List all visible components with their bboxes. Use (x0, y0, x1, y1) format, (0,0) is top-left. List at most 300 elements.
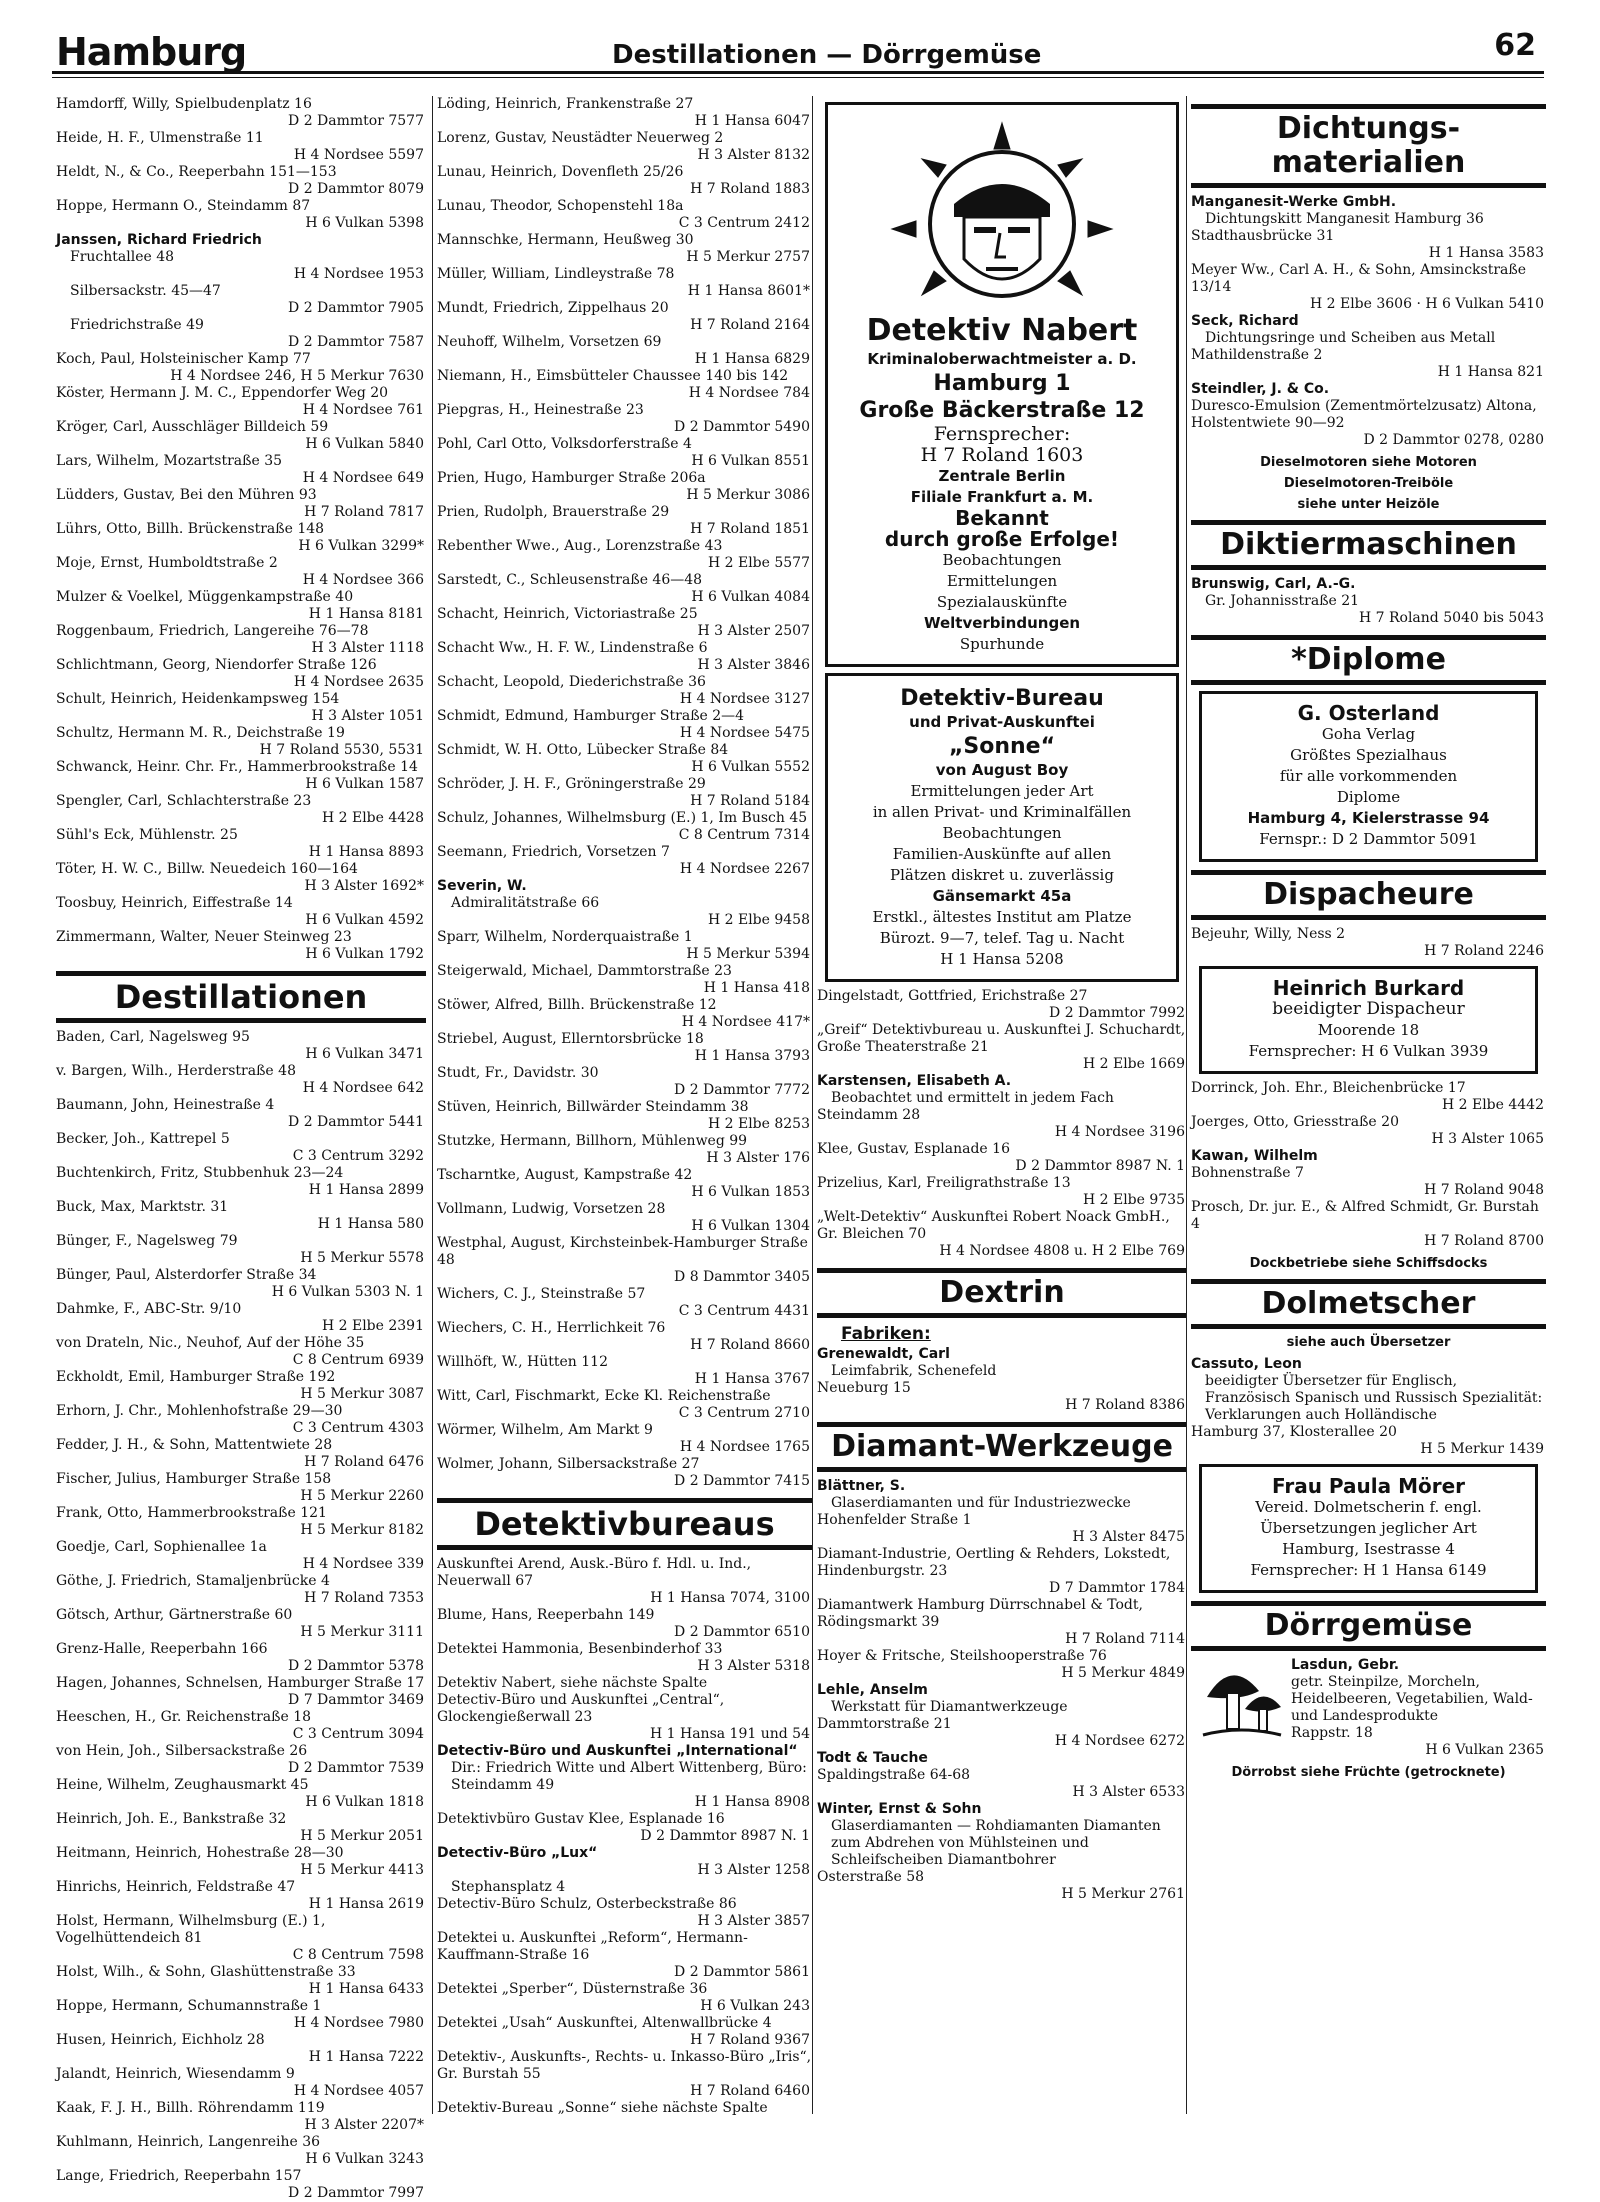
directory-entry (817, 1767, 1187, 1801)
entry-phone: H 1 Hansa 6829 (694, 351, 810, 367)
entry-phone: H 2 Elbe 9735 (1082, 1192, 1185, 1208)
entry-name: Stadthausbrücke 31 (1191, 228, 1335, 244)
entry-name: Piepgras, H., Heinestraße 23 (437, 402, 644, 418)
directory-entry (437, 1556, 812, 1607)
directory-entry (817, 1107, 1187, 1141)
entry-name: Joerges, Otto, Griesstraße 20 (1191, 1114, 1399, 1130)
directory-entry (817, 1801, 1187, 1818)
entry-phone: H 7 Roland 6460 (690, 2083, 810, 2099)
entry-phone: H 3 Alster 1065 (1431, 1131, 1544, 1147)
entry-name: Lührs, Otto, Billh. Brückenstraße 148 (56, 521, 325, 537)
column-1 (56, 96, 426, 2201)
entry-name: Zimmermann, Walter, Neuer Steinweg 23 (56, 929, 352, 945)
entry-name: Heine, Wilhelm, Zeughausmarkt 45 (56, 1777, 309, 1793)
entry-phone: H 2 Elbe 9458 (707, 912, 810, 928)
directory-entry (56, 1369, 426, 1403)
entry-name: Fruchtallee 48 (70, 249, 175, 265)
directory-entry (437, 895, 812, 929)
entry-name: Löding, Heinrich, Frankenstraße 27 (437, 96, 694, 112)
entry-name: Detektiv-Bureau „Sonne“ siehe nächste Spalte (437, 2100, 768, 2116)
entry-name: Spaldingstraße 64-68 (817, 1767, 971, 1783)
section-heading-diktiermaschinen: Diktiermaschinen (1191, 520, 1546, 570)
column-4 (1186, 96, 1546, 2114)
entry-name: Prizelius, Karl, Freiligrathstraße 13 (817, 1175, 1071, 1191)
entry-phone: D 2 Dammtor 7415 (674, 1473, 810, 1489)
directory-entry (817, 1597, 1187, 1648)
entry-phone: H 4 Nordsee 761 (302, 402, 424, 418)
directory-entry (1191, 211, 1546, 228)
directory-entry (437, 1845, 812, 1879)
entry-name: Brunswig, Carl, A.-G. (1191, 576, 1356, 592)
directory-entry (817, 1073, 1187, 1090)
entry-name: Wichers, C. J., Steinstraße 57 (437, 1286, 646, 1302)
section-heading-diplome: *Diplome (1191, 635, 1546, 685)
directory-entry (437, 266, 812, 300)
entry-phone: H 2 Elbe 8253 (707, 1116, 810, 1132)
entry-phone: D 2 Dammtor 8987 N. 1 (640, 1828, 810, 1844)
entry-name: Moje, Ernst, Humboldtstraße 2 (56, 555, 278, 571)
entry-name: Baumann, John, Heinestraße 4 (56, 1097, 275, 1113)
entry-name: Prien, Rudolph, Brauerstraße 29 (437, 504, 670, 520)
directory-entry (1191, 1356, 1546, 1373)
entry-phone: H 1 Hansa 3793 (694, 1048, 810, 1064)
entry-phone: C 8 Centrum 6939 (292, 1352, 424, 1368)
entry-phone: H 3 Alster 8132 (697, 147, 810, 163)
cross-reference-note: Dieselmotoren-Treiböle (1283, 476, 1454, 491)
entry-name: Prien, Hugo, Hamburger Straße 206a (437, 470, 706, 486)
entry-phone: H 4 Nordsee 4057 (293, 2083, 424, 2099)
section-heading-dispacheure: Dispacheure (1191, 870, 1546, 920)
directory-entry (56, 1811, 426, 1845)
entry-phone: H 2 Elbe 2391 (321, 1318, 424, 1334)
entry-name: Detektei „Sperber“, Düsternstraße 36 (437, 1981, 708, 1997)
entry-name: „Welt-Detektiv“ Auskunftei Robert Noack GmbH., Gr. Bleichen 70 (817, 1209, 1170, 1242)
entry-phone: H 4 Nordsee 366 (302, 572, 424, 588)
directory-entry (437, 1320, 812, 1354)
entry-name: Bünger, F., Nagelsweg 79 (56, 1233, 238, 1249)
page-header (52, 14, 1544, 78)
entry-name: Detectiv-Büro und Auskunftei „International“ (437, 1743, 798, 1759)
entry-name: Grenz-Halle, Reeperbahn 166 (56, 1641, 268, 1657)
directory-entry (56, 1641, 426, 1675)
entry-name: Witt, Carl, Fischmarkt, Ecke Kl. Reichenstraße (437, 1388, 771, 1404)
directory-entry (437, 1675, 812, 1692)
ad-detektiv-sonne (825, 673, 1179, 982)
entry-phone: D 7 Dammtor 3469 (288, 1692, 424, 1708)
entry-name: Wiechers, C. H., Herrlichkeit 76 (437, 1320, 666, 1336)
entry-name: Prosch, Dr. jur. E., & Alfred Schmidt, Gr. Burstah 4 (1191, 1199, 1539, 1232)
entry-phone: H 4 Nordsee 7980 (293, 2015, 424, 2031)
ad-line: Ermittelungen jeder Art (910, 782, 1094, 800)
directory-entry (56, 198, 426, 232)
entry-phone: H 3 Alster 1692* (304, 878, 424, 894)
entry-name: Buchtenkirch, Fritz, Stubbenhuk 23—24 (56, 1165, 344, 1181)
directory-entry (56, 793, 426, 827)
entry-name: Bohnenstraße 7 (1191, 1165, 1304, 1181)
entry-phone: C 8 Centrum 7598 (292, 1947, 424, 1963)
ad-phone: Fernsprecher: H 1 Hansa 6149 (1250, 1561, 1487, 1579)
entry-name: Dingelstadt, Gottfried, Erichstraße 27 (817, 988, 1088, 1004)
entry-name: Seck, Richard (1191, 313, 1299, 329)
entry-name: Werkstatt für Diamantwerkzeuge (831, 1699, 1068, 1715)
directory-entry (437, 402, 812, 436)
entry-phone: H 4 Nordsee 1765 (679, 1439, 810, 1455)
entry-phone: D 2 Dammtor 7992 (1049, 1005, 1185, 1021)
entry-name: „Greif“ Detektivbureau u. Auskunftei J. Schuchardt, Große Theaterstraße 21 (817, 1022, 1186, 1055)
ad-address: Gänsemarkt 45a (932, 887, 1072, 905)
entry-phone: D 2 Dammtor 7539 (288, 1760, 424, 1776)
directory-entry (437, 1031, 812, 1065)
entry-name: Heeschen, H., Gr. Reichenstraße 18 (56, 1709, 312, 1725)
entry-phone: D 2 Dammtor 5490 (674, 419, 810, 435)
directory-entry (56, 1403, 426, 1437)
entry-name: Kröger, Carl, Ausschläger Billdeich 59 (56, 419, 329, 435)
mushroom-icon (1201, 1661, 1283, 1741)
cross-reference-note: Dockbetriebe siehe Schiffsdocks (1249, 1256, 1488, 1271)
entry-name: Admiralitätstraße 66 (451, 895, 600, 911)
entry-name: Husen, Heinrich, Eichholz 28 (56, 2032, 265, 2048)
entry-name: Schulz, Johannes, Wilhelmsburg (E.) 1, Im Busch 45 (437, 810, 808, 826)
entry-name: Kaak, F. J. H., Billh. Röhrendamm 119 (56, 2100, 325, 2116)
entry-name: Holst, Wilh., & Sohn, Glashüttenstraße 33 (56, 1964, 356, 1980)
entry-phone: H 7 Roland 7114 (1065, 1631, 1185, 1647)
directory-entry (437, 1133, 812, 1167)
entry-name: Becker, Joh., Kattrepel 5 (56, 1131, 230, 1147)
directory-entry (56, 317, 426, 351)
entry-name: von Hein, Joh., Silbersackstraße 26 (56, 1743, 308, 1759)
ad-line: Plätzen diskret u. zuverlässig (890, 866, 1114, 884)
entry-name: Blume, Hans, Reeperbahn 149 (437, 1607, 655, 1623)
directory-entry (56, 827, 426, 861)
entry-phone: H 3 Alster 5318 (697, 1658, 810, 1674)
entry-name: Dorrinck, Joh. Ehr., Bleichenbrücke 17 (1191, 1080, 1466, 1096)
entry-phone: D 2 Dammtor 8987 N. 1 (1015, 1158, 1185, 1174)
ad-service: Weltverbindungen (923, 614, 1081, 632)
entry-list (817, 1478, 1187, 1903)
directory-entry (56, 1505, 426, 1539)
ad-city: Hamburg 1 (933, 371, 1071, 396)
directory-entry (56, 2100, 426, 2134)
directory-entry (56, 555, 426, 589)
directory-entry (817, 1090, 1187, 1107)
directory-entry (437, 1286, 812, 1320)
directory-entry (56, 1199, 426, 1233)
directory-entry (817, 988, 1187, 1022)
entry-name: Hamburg 37, Klosterallee 20 (1191, 1424, 1397, 1440)
entry-phone: H 6 Vulkan 1304 (691, 1218, 810, 1234)
directory-entry (56, 657, 426, 691)
entry-phone: H 7 Roland 9367 (690, 2032, 810, 2048)
entry-phone: H 3 Alster 6533 (1072, 1784, 1185, 1800)
entry-phone: H 4 Nordsee 4808 u. H 2 Elbe 769 (939, 1243, 1185, 1259)
directory-entry (1191, 593, 1546, 627)
directory-entry (56, 1301, 426, 1335)
entry-phone: H 1 Hansa 6047 (694, 113, 810, 129)
ad-line: Bürozt. 9—7, telef. Tag u. Nacht (879, 929, 1125, 947)
ad-slogan: durch große Erfolge! (884, 527, 1120, 551)
directory-entry (1191, 1080, 1546, 1114)
entry-phone: H 3 Alster 2507 (697, 623, 810, 639)
entry-phone: H 5 Merkur 2260 (300, 1488, 424, 1504)
entry-phone: H 1 Hansa 7222 (308, 2049, 424, 2065)
entry-name: Dir.: Friedrich Witte und Albert Wittenberg, Büro: Steindamm 49 (451, 1760, 807, 1793)
entry-phone: H 4 Nordsee 3196 (1054, 1124, 1185, 1140)
directory-entry (56, 96, 426, 130)
entry-phone: H 4 Nordsee 1953 (293, 266, 424, 282)
directory-entry (437, 1743, 812, 1760)
directory-entry (56, 453, 426, 487)
entry-phone: C 3 Centrum 2412 (678, 215, 810, 231)
section-heading-diamant-werkzeuge: Diamant-Werkzeuge (817, 1422, 1187, 1472)
directory-entry (437, 96, 812, 130)
entry-name: Wörmer, Wilhelm, Am Markt 9 (437, 1422, 653, 1438)
directory-entry (437, 878, 812, 895)
ad-line: Familien-Auskünfte auf allen (892, 845, 1112, 863)
directory-entry (56, 385, 426, 419)
entry-name: Götsch, Arthur, Gärtnerstraße 60 (56, 1607, 293, 1623)
directory-entry (56, 1437, 426, 1471)
entry-name: Lunau, Theodor, Schopenstehl 18a (437, 198, 684, 214)
entry-name: Hinrichs, Heinrich, Feldstraße 47 (56, 1879, 296, 1895)
entry-phone: H 7 Roland 7353 (304, 1590, 424, 1606)
entry-name: Lehle, Anselm (817, 1682, 928, 1698)
entry-phone: H 6 Vulkan 3471 (305, 1046, 424, 1062)
cross-reference-note: Dieselmotoren siehe Motoren (1260, 455, 1477, 470)
directory-entry (56, 1131, 426, 1165)
directory-entry (1191, 228, 1546, 262)
directory-entry (437, 232, 812, 266)
directory-entry (56, 1165, 426, 1199)
entry-name: Schwanck, Heinr. Chr. Fr., Hammerbrookstraße 14 (56, 759, 418, 775)
ad-detektiv-nabert (825, 102, 1179, 667)
entry-name: Sparr, Wilhelm, Norderquaistraße 1 (437, 929, 693, 945)
column-3 (812, 96, 1187, 2114)
entry-phone: H 5 Merkur 4849 (1061, 1665, 1185, 1681)
entry-phone: H 1 Hansa 7074, 3100 (650, 1590, 810, 1606)
entry-phone: H 4 Nordsee 3127 (679, 691, 810, 707)
entry-name: Dahmke, F., ABC-Str. 9/10 (56, 1301, 242, 1317)
directory-entry (437, 1099, 812, 1133)
entry-phone: H 5 Merkur 1439 (1420, 1441, 1544, 1457)
directory-entry (437, 1065, 812, 1099)
ad-line: beeidigter Dispacheur (1272, 999, 1465, 1019)
directory-entry (56, 623, 426, 657)
entry-name: Mathildenstraße 2 (1191, 347, 1323, 363)
directory-entry (1191, 1114, 1546, 1148)
entry-phone: D 2 Dammtor 5441 (288, 1114, 424, 1130)
entry-name: Grenewaldt, Carl (817, 1346, 950, 1362)
section-heading-doerrgemuese: Dörrgemüse (1191, 1601, 1546, 1651)
ad-address: Hamburg 4, Kielerstrasse 94 (1247, 809, 1490, 827)
entry-phone: H 3 Alster 1051 (311, 708, 424, 724)
directory-entry (56, 1777, 426, 1811)
entry-name: Dichtungskitt Manganesit Hamburg 36 (1205, 211, 1484, 227)
directory-entry (56, 1879, 426, 1913)
entry-phone: D 2 Dammtor 5861 (674, 1964, 810, 1980)
entry-name: Leimfabrik, Schenefeld (831, 1363, 997, 1379)
entry-phone: H 2 Elbe 3606 · H 6 Vulkan 5410 (1309, 296, 1544, 312)
entry-list (1191, 1356, 1546, 1458)
entry-name: Rappstr. 18 (1291, 1725, 1373, 1741)
entry-phone: H 5 Merkur 2051 (300, 1828, 424, 1844)
ad-zentrale: Zentrale Berlin (938, 467, 1066, 485)
entry-name: Goedje, Carl, Sophienallee 1a (56, 1539, 267, 1555)
entry-name: Köster, Hermann J. M. C., Eppendorfer Weg 20 (56, 385, 389, 401)
directory-entry (437, 198, 812, 232)
entry-phone: H 6 Vulkan 1587 (305, 776, 424, 792)
directory-entry (437, 810, 812, 844)
entry-name: Schmidt, W. H. Otto, Lübecker Straße 84 (437, 742, 729, 758)
entry-phone: H 3 Alster 1118 (311, 640, 424, 656)
entry-phone: H 6 Vulkan 4084 (691, 589, 810, 605)
entry-name: Schult, Heinrich, Heidenkampsweg 154 (56, 691, 340, 707)
entry-name: Frank, Otto, Hammerbrookstraße 121 (56, 1505, 327, 1521)
directory-entry (817, 1380, 1187, 1414)
ad-service: Spurhunde (959, 635, 1045, 653)
directory-entry (817, 1175, 1187, 1209)
directory-entry (56, 861, 426, 895)
directory-entry (437, 606, 812, 640)
ad-phone: Fernspr.: D 2 Dammtor 5091 (1259, 830, 1478, 848)
entry-phone: H 1 Hansa 191 und 54 (649, 1726, 810, 1742)
entry-phone: H 3 Alster 2207* (304, 2117, 424, 2133)
entry-phone: H 1 Hansa 6433 (308, 1981, 424, 1997)
entry-phone: H 3 Alster 3846 (697, 657, 810, 673)
entry-phone: H 3 Alster 176 (706, 1150, 810, 1166)
detective-emblem-icon (882, 119, 1122, 309)
entry-name: Detektivbüro Gustav Klee, Esplanade 16 (437, 1811, 725, 1827)
entry-name: Blättner, S. (817, 1478, 906, 1494)
directory-entry (56, 1964, 426, 1998)
entry-phone: C 3 Centrum 3094 (292, 1726, 424, 1742)
header-rule (52, 71, 1544, 78)
entry-name: Lars, Wilhelm, Mozartstraße 35 (56, 453, 283, 469)
cross-reference-note: Dörrobst siehe Früchte (getrocknete) (1231, 1765, 1506, 1780)
directory-entry (817, 1818, 1187, 1869)
entry-name: von Drateln, Nic., Neuhof, Auf der Höhe 35 (56, 1335, 365, 1351)
entry-phone: H 7 Roland 2246 (1424, 943, 1544, 959)
entry-name: Bejeuhr, Willy, Ness 2 (1191, 926, 1346, 942)
entry-name: Severin, W. (437, 878, 527, 894)
ad-service: Beobachtungen (942, 551, 1062, 569)
entry-phone: H 7 Roland 1851 (690, 521, 810, 537)
entry-phone: H 2 Elbe 4428 (321, 810, 424, 826)
entry-phone: D 2 Dammtor 6510 (674, 1624, 810, 1640)
directory-entry (56, 1063, 426, 1097)
entry-name: Niemann, H., Eimsbütteler Chaussee 140 bis 142 (437, 368, 789, 384)
entry-list (437, 96, 812, 1490)
entry-phone: H 2 Elbe 5577 (707, 555, 810, 571)
entry-name: Mannschke, Hermann, Heußweg 30 (437, 232, 694, 248)
entry-phone: H 5 Merkur 8182 (300, 1522, 424, 1538)
directory-entry (437, 1811, 812, 1845)
ad-moerer (1199, 1464, 1538, 1593)
directory-entry (56, 1097, 426, 1131)
entry-name: Studt, Fr., Davidstr. 30 (437, 1065, 599, 1081)
ad-fern-label: Fernsprecher: (933, 423, 1071, 445)
ad-line: Übersetzungen jeglicher Art (1260, 1519, 1477, 1537)
entry-phone: H 3 Alster 8475 (1072, 1529, 1185, 1545)
entry-phone: H 6 Vulkan 5398 (305, 215, 424, 231)
entry-name: Glaserdiamanten — Rohdiamanten Diamanten zum Abdrehen von Mühlsteinen und Schleifscheiben Diamantbohrer (831, 1818, 1161, 1868)
directory-entry (1191, 262, 1546, 313)
entry-phone: H 7 Roland 7817 (304, 504, 424, 520)
directory-entry (56, 1573, 426, 1607)
entry-phone: D 8 Dammtor 3405 (674, 1269, 810, 1285)
entry-name: Heinrich, Joh. E., Bankstraße 32 (56, 1811, 287, 1827)
entry-phone: H 5 Merkur 3087 (300, 1386, 424, 1402)
directory-entry (437, 334, 812, 368)
ad-address: Hamburg, Isestrasse 4 (1282, 1540, 1455, 1558)
entry-name: Bünger, Paul, Alsterdorfer Straße 34 (56, 1267, 317, 1283)
entry-name: Heitmann, Heinrich, Hohestraße 28—30 (56, 1845, 344, 1861)
entry-phone: D 2 Dammtor 7577 (288, 113, 424, 129)
directory-entry (56, 232, 426, 249)
entry-name: Sühl's Eck, Mühlenstr. 25 (56, 827, 238, 843)
entry-name: Diamantwerk Hamburg Dürrschnabel & Todt, Rödingsmarkt 39 (817, 1597, 1143, 1630)
entry-name: Lasdun, Gebr. (1291, 1657, 1400, 1673)
directory-entry (56, 2066, 426, 2100)
entry-name: Janssen, Richard Friedrich (56, 232, 262, 248)
ad-slogan: Bekannt (955, 506, 1049, 530)
directory-entry (56, 1675, 426, 1709)
directory-entry (56, 487, 426, 521)
directory-entry (56, 725, 426, 759)
directory-entry (437, 1201, 812, 1235)
entry-name: Stephansplatz 4 (451, 1879, 566, 1895)
ad-phone: H 7 Roland 1603 (920, 444, 1084, 466)
directory-entry (437, 1981, 812, 2015)
entry-name: Toosbuy, Heinrich, Eiffestraße 14 (56, 895, 293, 911)
entry-phone: H 6 Vulkan 5552 (691, 759, 810, 775)
directory-entry (56, 691, 426, 725)
entry-name: Schacht Ww., H. F. W., Lindenstraße 6 (437, 640, 708, 656)
entry-phone: H 6 Vulkan 1792 (305, 946, 424, 962)
directory-entry (817, 1495, 1187, 1512)
directory-entry (437, 640, 812, 674)
entry-phone: H 4 Nordsee 2635 (293, 674, 424, 690)
entry-phone: D 2 Dammtor 7905 (288, 300, 424, 316)
entry-phone: H 7 Roland 5040 bis 5043 (1358, 610, 1544, 626)
ad-line: in allen Privat- und Kriminalfällen (872, 803, 1132, 821)
entry-name: Göthe, J. Friedrich, Stamaljenbrücke 4 (56, 1573, 330, 1589)
entry-name: Hoyer & Fritsche, Steilshooperstraße 76 (817, 1648, 1107, 1664)
entry-phone: D 2 Dammtor 7997 (288, 2185, 424, 2201)
entry-name: Schacht, Heinrich, Victoriastraße 25 (437, 606, 698, 622)
entry-name: Westphal, August, Kirchsteinbek-Hamburger Straße 48 (437, 1235, 808, 1268)
entry-phone: H 5 Merkur 3111 (300, 1624, 424, 1640)
entry-name: Silbersackstr. 45—47 (70, 283, 221, 299)
entry-name: Detectiv-Büro „Lux“ (437, 1845, 598, 1861)
directory-entry (437, 708, 812, 742)
directory-entry (817, 1512, 1187, 1546)
directory-entry (56, 1709, 426, 1743)
directory-entry (817, 1716, 1187, 1750)
directory-entry (437, 1388, 812, 1422)
entry-name: Stüven, Heinrich, Billwärder Steindamm 38 (437, 1099, 749, 1115)
entry-phone: H 3 Alster 3857 (697, 1913, 810, 1929)
entry-name: Diamant-Industrie, Oertling & Rehders, Lokstedt, Hindenburgstr. 23 (817, 1546, 1171, 1579)
entry-name: Meyer Ww., Carl A. H., & Sohn, Amsinckstraße 13/14 (1191, 262, 1527, 295)
ad-line: Größtes Spezialhaus (1290, 746, 1447, 764)
directory-entry (1191, 1148, 1546, 1165)
directory-entry (56, 283, 426, 317)
entry-phone: H 5 Merkur 3086 (686, 487, 810, 503)
entry-phone: H 1 Hansa 3767 (694, 1371, 810, 1387)
directory-entry (437, 368, 812, 402)
entry-name: Rebenther Wwe., Aug., Lorenzstraße 43 (437, 538, 723, 554)
directory-entry (56, 1539, 426, 1573)
